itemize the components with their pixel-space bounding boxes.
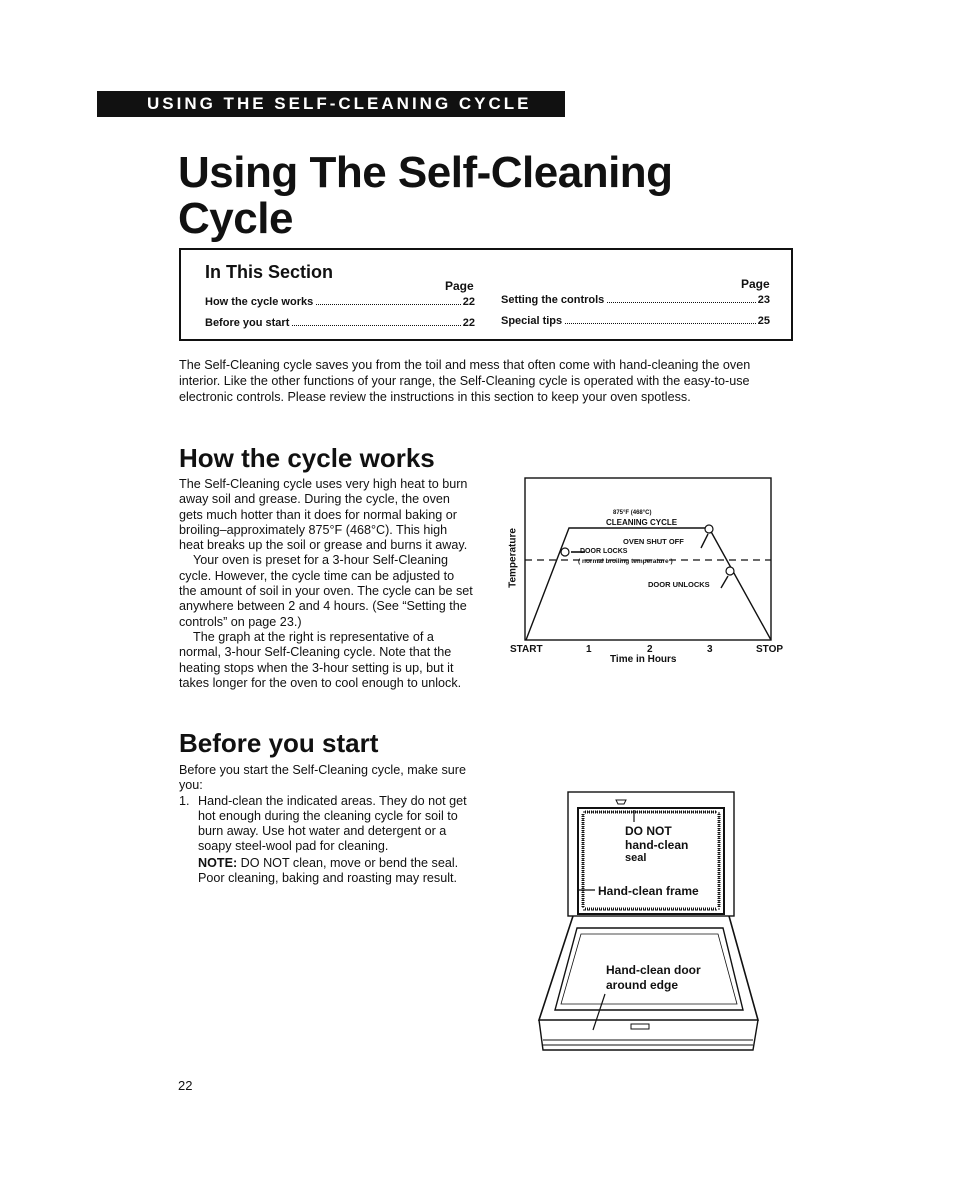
toc-entry-how-cycle-works[interactable] [205,296,475,308]
checklist-item-1 [179,794,479,887]
how-cycle-works-heading: How the cycle works [179,443,435,473]
oven-shut-off-marker [705,525,713,533]
door-label-line-1: Hand-clean door [606,963,701,977]
toc-leader-dots [565,315,756,324]
door-locks-label: DOOR LOCKS [580,548,628,555]
before-you-start-intro: Before you start the Self-Cleaning cycle, make sure you: [179,763,466,793]
toc-entry-label: Before you start [205,317,290,329]
toc-leader-dots [292,317,460,326]
temperature-axis-label: Temperature [507,528,519,588]
oven-shut-off-label: OVEN SHUT OFF [623,537,684,546]
seal-label-line-3: seal [625,852,647,864]
seal-note [198,856,479,887]
toc-entry-label: Special tips [501,315,563,327]
checklist-item-number: 1. [179,793,190,808]
checklist-item-text: Hand-clean the indicated areas. They do not get hot enough during the cleaning cycle for soil to burn away. Use hot water and detergent or a soapy steel-wool pad for cleaning. [198,793,467,854]
note-text: DO NOT clean, move or bend the seal. Poor cleaning, baking and roasting may result. [198,855,459,886]
note-label: NOTE: [198,855,238,870]
oven-shut-off-arrow [701,534,708,548]
tick-stop: STOP [756,644,784,655]
door-unlocks-arrow [721,576,728,588]
oven-light-icon [616,800,626,804]
page-number: 22 [178,1078,193,1093]
door-unlocks-label: DOOR UNLOCKS [648,580,710,589]
tick-3-hours: 3 [707,644,713,655]
door-unlocks-marker [726,567,734,575]
broiling-temperature-label: ( normal broiling temperature ) [578,558,673,565]
toc-entry-special-tips[interactable] [501,315,770,327]
seal-label-line-1: DO NOT [625,824,672,838]
cleaning-cycle-label: CLEANING CYCLE [606,518,678,527]
door-pointer-line [593,994,605,1030]
before-you-start-heading: Before you start [179,728,379,758]
toc-entry-page: 25 [757,315,770,327]
seal-label-line-2: hand-clean [625,838,689,852]
frame-label: Hand-clean frame [598,884,699,898]
toc-entry-page: 22 [462,296,475,308]
graph-drawing [505,476,795,671]
time-axis-label: Time in Hours [610,654,677,665]
toc-entry-page: 22 [462,317,475,329]
peak-temperature-label: 875°F (468°C) [613,510,652,516]
toc-page-header-right: Page [741,277,770,291]
door-locks-marker [561,548,569,556]
cleaning-cycle-graph [505,476,795,671]
toc-entry-label: Setting the controls [501,294,605,306]
page-title: Using The Self-Cleaning Cycle [178,148,673,243]
toc-page-header-left: Page [445,279,474,293]
door-handle [631,1024,649,1029]
toc-leader-dots [607,294,755,303]
in-this-section-box [179,248,793,341]
how-cycle-works-body [179,477,475,691]
how-cycle-works-paragraph-2: Your oven is preset for a 3-hour Self-Cleaning cycle. However, the cycle time can be adjusted to the amount of soil in your oven. The cycle can be set anywhere between 2 and 4 hours. (See “Setting the controls” on page 23.) [179,553,473,629]
toc-entry-page: 23 [757,294,770,306]
how-cycle-works-paragraph-3: The graph at the right is representative of a normal, 3-hour Self-Cleaning cycle. Note that the heating stops when the 3-hour setting is up, but it takes longer for the oven to cool enough to unlock. [179,629,462,690]
intro-paragraph: The Self-Cleaning cycle saves you from the toil and mess that often come with hand-cleaning the oven interior. Like the other functions of your range, the Self-Cleaning cycle is operated with the easy-to-use electronic controls. Please review the instructions in this section to keep your oven spotless. [179,358,751,404]
toc-leader-dots [316,296,461,305]
toc-entry-label: How the cycle works [205,296,314,308]
door-label-line-2: around edge [606,978,679,992]
tick-2-hours: 2 [647,644,653,655]
oven-illustration [533,788,763,1058]
toc-entry-before-you-start[interactable] [205,317,475,329]
tick-start: START [510,644,543,655]
toc-entry-setting-controls[interactable] [501,294,770,306]
before-you-start-body [179,763,479,886]
how-cycle-works-paragraph-1: The Self-Cleaning cycle uses very high heat to burn away soil and grease. During the cycle, the oven gets much hotter than it does for normal baking or broiling–approximately 875°F (468°C). This high heat breaks up the soil or grease and burns it away. [179,477,468,553]
tick-1-hour: 1 [586,644,592,655]
toc-heading: In This Section [205,262,334,282]
section-header-bar: USING THE SELF-CLEANING CYCLE [97,91,565,117]
